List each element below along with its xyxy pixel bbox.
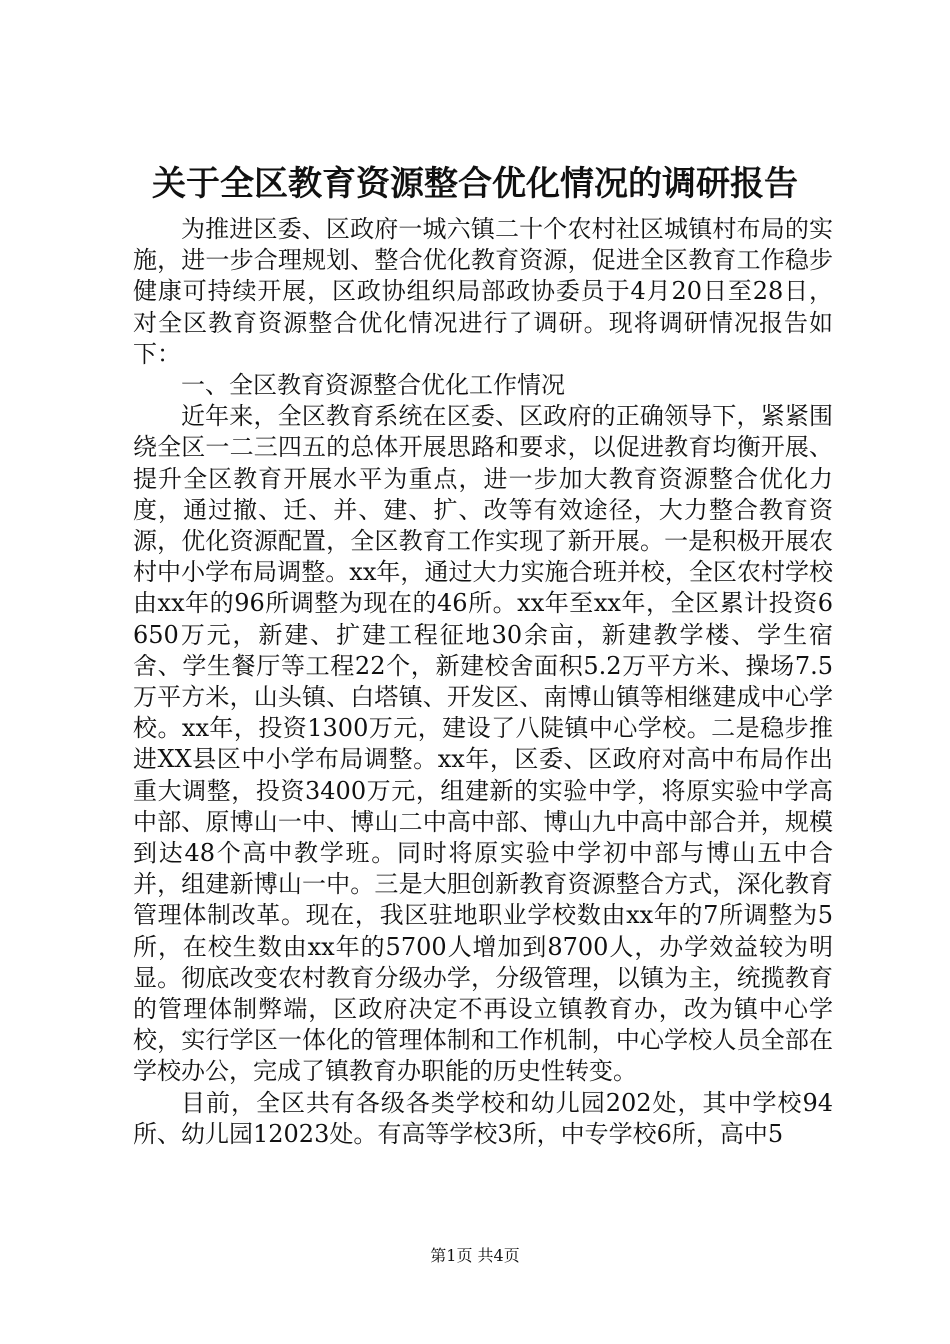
document-title: 关于全区教育资源整合优化情况的调研报告 — [152, 164, 798, 204]
document-body — [133, 214, 833, 1150]
paragraph-intro: 为推进区委、区政府一城六镇二十个农村社区城镇村布局的实施，进一步合理规划、整合优化教育资源，促进全区教育工作稳步健康可持续开展，区政协组织局部政协委员于4月20日至28日，对全区教育资源整合优化情况进行了调研。现将调研情况报告如下： — [133, 215, 833, 368]
paragraph-section-1: 近年来，全区教育系统在区委、区政府的正确领导下，紧紧围绕全区一二三四五的总体开展思路和要求，以促进教育均衡开展、提升全区教育开展水平为重点，进一步加大教育资源整合优化力度，通过撤、迁、并、建、扩、改等有效途径，大力整合教育资源，优化资源配置，全区教育工作实现了新开展。一是积极开展农村中小学布局调整。xx年，通过大力实施合班并校，全区农村学校由xx年的96所调整为现在的46所。xx年至xx年，全区累计投资6650万元，新建、扩建工程征地30余亩，新建教学楼、学生宿舍、学生餐厅等工程22个，新建校舍面积5.2万平方米、操场7.5万平方米，山头镇、白塔镇、开发区、南博山镇等相继建成中心学校。xx年，投资1300万元，建设了八陡镇中心学校。二是稳步推进XX县区中小学布局调整。xx年，区委、区政府对高中布局作出重大调整，投资3400万元，组建新的实验中学，将原实验中学高中部、原博山一中、博山二中高中部、博山九中高中部合并，规模到达48个高中教学班。同时将原实验中学初中部与博山五中合并，组建新博山一中。三是大胆创新教育资源整合方式，深化教育管理体制改革。现在，我区驻地职业学校数由xx年的7所调整为5所，在校生数由xx年的5700人增加到8700人，办学效益较为明显。彻底改变农村教育分级办学，分级管理，以镇为主，统揽教育的管理体制弊端，区政府决定不再设立镇教育办，改为镇中心学校，实行学区一体化的管理体制和工作机制，中心学校人员全部在学校办公，完成了镇教育办职能的历史性转变。 — [133, 402, 833, 1086]
section-heading-1: 一、全区教育资源整合优化工作情况 — [181, 371, 565, 400]
page-number-footer: 第1页 共4页 — [430, 1246, 520, 1265]
paragraph-current-status: 目前，全区共有各级各类学校和幼儿园202处，其中学校94所、幼儿园12023处。有高等学校3所，中专学校6所，高中5 — [133, 1088, 833, 1148]
